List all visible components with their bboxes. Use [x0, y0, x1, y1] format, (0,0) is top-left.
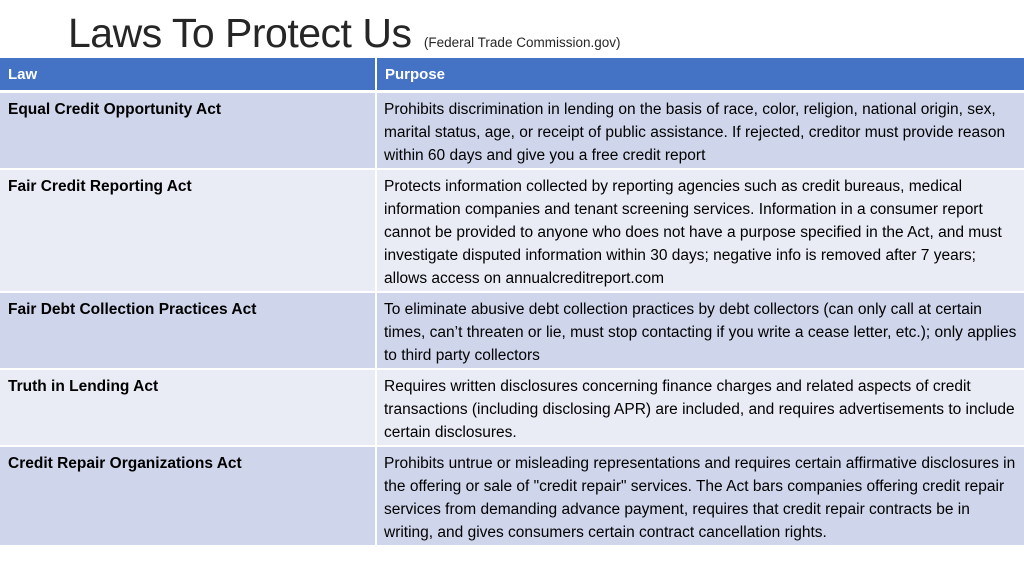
purpose-cell: To eliminate abusive debt collection practices by debt collectors (can only call at certain times, can’t threaten or lie, must stop contacting if you write a cease letter, etc.); only applies to third party collectors	[376, 292, 1024, 369]
table-row	[0, 169, 1024, 292]
purpose-cell: Prohibits discrimination in lending on the basis of race, color, religion, national origin, sex, marital status, age, or receipt of public assistance. If rejected, creditor must provide reason within 60 days and give you a free credit report	[376, 92, 1024, 170]
column-header-law: Law	[0, 58, 376, 92]
law-name-cell: Fair Debt Collection Practices Act	[0, 292, 376, 369]
table-row	[0, 369, 1024, 446]
law-name-cell: Equal Credit Opportunity Act	[0, 92, 376, 170]
table-row	[0, 92, 1024, 170]
law-name-cell: Credit Repair Organizations Act	[0, 446, 376, 546]
slide-title: Laws To Protect Us	[68, 10, 412, 56]
purpose-cell: Requires written disclosures concerning finance charges and related aspects of credit transactions (including disclosing APR) are included, and requires advertisements to include certain disclosures.	[376, 369, 1024, 446]
slide-subtitle: (Federal Trade Commission.gov)	[423, 35, 621, 50]
column-header-purpose: Purpose	[376, 58, 1024, 92]
table-header-row	[0, 58, 1024, 92]
title-row	[68, 8, 620, 58]
laws-table	[0, 58, 1024, 547]
purpose-cell: Protects information collected by reporting agencies such as credit bureaus, medical information companies and tenant screening services. Information in a consumer report cannot be provided to anyone who does not have a purpose specified in the Act, and must investigate disputed information within 30 days; negative info is removed after 7 years; allows access on annualcreditreport.com	[376, 169, 1024, 292]
law-name-cell: Truth in Lending Act	[0, 369, 376, 446]
law-name-cell: Fair Credit Reporting Act	[0, 169, 376, 292]
purpose-cell: Prohibits untrue or misleading representations and requires certain affirmative disclosures in the offering or sale of "credit repair" services. The Act bars companies offering credit repair services from demanding advance payment, requires that credit repair contracts be in writing, and gives consumers certain contract cancellation rights.	[376, 446, 1024, 546]
table-row	[0, 292, 1024, 369]
table-row	[0, 446, 1024, 546]
